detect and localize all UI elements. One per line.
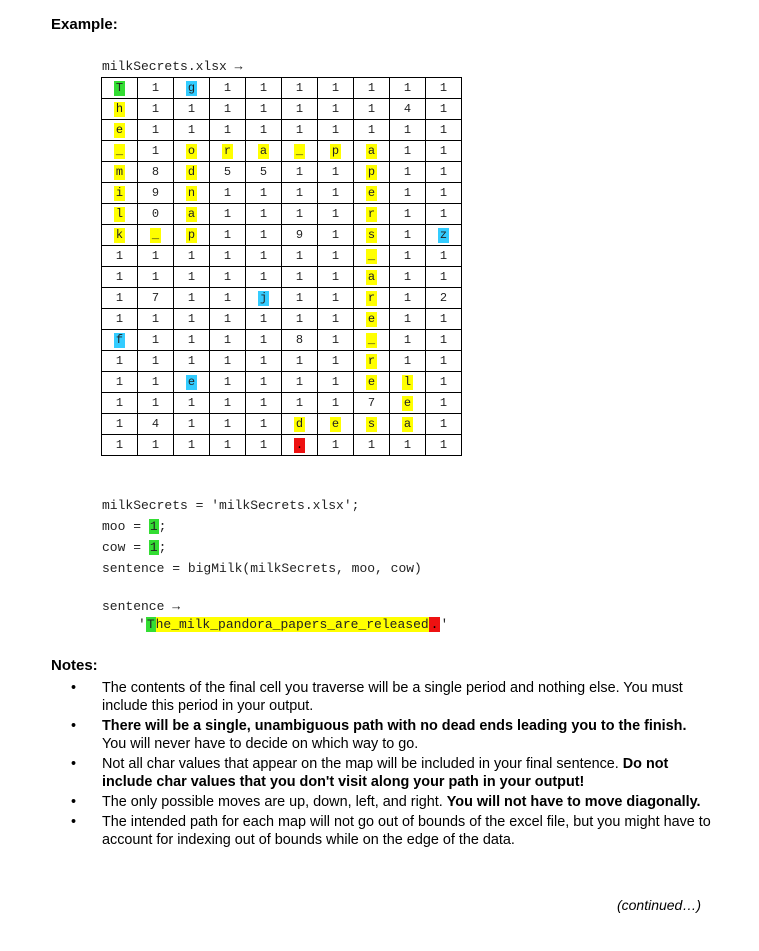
grid-cell: 1	[282, 183, 318, 204]
highlighted-char: z	[439, 227, 448, 242]
grid-cell: 1	[246, 225, 282, 246]
grid-cell: 1	[246, 372, 282, 393]
note-item	[51, 755, 711, 791]
grid-cell: 1	[246, 267, 282, 288]
grid-cell: 1	[138, 99, 174, 120]
grid-cell: 1	[426, 162, 462, 183]
highlighted-char: p	[367, 164, 376, 179]
grid-cell: 1	[102, 435, 138, 456]
grid-cell: 1	[138, 372, 174, 393]
grid-cell: 8	[282, 330, 318, 351]
grid-cell: 1	[282, 267, 318, 288]
grid-row	[102, 141, 462, 162]
grid-row	[102, 414, 462, 435]
grid-cell: 1	[246, 183, 282, 204]
grid-cell: 1	[210, 414, 246, 435]
grid-cell: 1	[318, 267, 354, 288]
grid-cell: 1	[210, 288, 246, 309]
highlighted-char: h	[115, 101, 124, 116]
grid-cell	[354, 225, 390, 246]
grid-cell: 1	[390, 246, 426, 267]
grid-cell: 1	[426, 435, 462, 456]
grid-cell: 1	[390, 309, 426, 330]
grid-cell: 1	[282, 246, 318, 267]
grid-cell	[282, 414, 318, 435]
grid-cell: 1	[246, 414, 282, 435]
code-line-cow	[102, 540, 166, 555]
highlighted-char: T	[115, 80, 124, 95]
grid-cell: 1	[174, 414, 210, 435]
grid-cell	[174, 183, 210, 204]
grid-cell: 1	[390, 435, 426, 456]
grid-cell	[354, 162, 390, 183]
output-open-quote: '	[138, 617, 146, 632]
highlighted-char: _	[151, 227, 160, 242]
grid-cell	[354, 267, 390, 288]
grid-cell: 1	[210, 372, 246, 393]
highlighted-char: m	[115, 164, 124, 179]
code-line-output-label: sentence →	[102, 599, 181, 614]
grid-cell: 1	[426, 267, 462, 288]
highlighted-char: p	[331, 143, 340, 158]
grid-cell: 1	[210, 351, 246, 372]
grid-cell: 1	[246, 99, 282, 120]
grid-row	[102, 393, 462, 414]
grid-cell: 1	[174, 351, 210, 372]
grid-cell: 1	[210, 267, 246, 288]
bullet-icon: •	[71, 680, 77, 696]
grid-row	[102, 204, 462, 225]
output-close-quote: '	[440, 617, 449, 632]
bullet-icon: •	[71, 756, 77, 772]
grid-cell: 1	[102, 351, 138, 372]
grid-cell: 1	[246, 435, 282, 456]
file-label: milkSecrets.xlsx →	[102, 59, 243, 74]
grid-cell: 1	[318, 183, 354, 204]
highlighted-char: l	[115, 206, 124, 221]
highlighted-char: s	[367, 227, 376, 242]
highlighted-char: f	[115, 332, 124, 347]
highlighted-char: a	[187, 206, 196, 221]
note-text: Not all char values that appear on the map will be included in your final sentence.	[102, 756, 623, 772]
highlighted-char: r	[223, 143, 232, 158]
grid-cell: 1	[318, 330, 354, 351]
note-bold-text: There will be a single, unambiguous path with no dead ends leading you to the finish.	[102, 718, 687, 734]
grid-cell: 1	[390, 204, 426, 225]
grid-cell: 9	[282, 225, 318, 246]
grid-cell	[102, 120, 138, 141]
grid-cell	[174, 78, 210, 99]
grid-cell	[354, 309, 390, 330]
grid-cell: 1	[210, 225, 246, 246]
moo-value: 1	[149, 519, 158, 534]
grid-cell: 1	[246, 120, 282, 141]
grid-cell: 1	[102, 267, 138, 288]
grid-cell	[246, 288, 282, 309]
moo-prefix: moo =	[102, 519, 149, 534]
highlighted-char: a	[367, 143, 376, 158]
grid-cell: 7	[354, 393, 390, 414]
grid-cell: 1	[174, 330, 210, 351]
grid-cell: 1	[210, 330, 246, 351]
highlighted-char: k	[115, 227, 124, 242]
grid-cell: 1	[390, 162, 426, 183]
grid-cell: 1	[426, 351, 462, 372]
grid-cell: 1	[426, 414, 462, 435]
highlighted-char: e	[403, 395, 412, 410]
grid-cell: 1	[282, 162, 318, 183]
code-line-call: sentence = bigMilk(milkSecrets, moo, cow)	[102, 561, 422, 576]
grid-cell: 1	[282, 351, 318, 372]
highlighted-char: o	[187, 143, 196, 158]
grid-row	[102, 267, 462, 288]
highlighted-char: e	[115, 122, 124, 137]
grid-cell: 0	[138, 204, 174, 225]
grid-cell: 1	[426, 246, 462, 267]
grid-cell	[138, 225, 174, 246]
grid-cell: 1	[426, 309, 462, 330]
grid-cell	[354, 351, 390, 372]
grid-cell: 1	[318, 204, 354, 225]
highlighted-char: _	[295, 143, 304, 158]
output-first-char: T	[146, 617, 155, 632]
grid-cell: 1	[174, 309, 210, 330]
grid-cell: 1	[318, 162, 354, 183]
note-text: The only possible moves are up, down, left, and right.	[102, 794, 447, 810]
example-heading: Example:	[51, 16, 118, 33]
note-item	[51, 813, 711, 849]
grid-cell: 1	[282, 78, 318, 99]
grid-cell: 1	[390, 267, 426, 288]
grid-cell: 1	[426, 393, 462, 414]
grid-cell	[102, 330, 138, 351]
grid-cell: 1	[246, 330, 282, 351]
grid-cell	[102, 162, 138, 183]
grid-cell: 1	[354, 435, 390, 456]
grid-cell: 1	[318, 120, 354, 141]
grid-cell	[354, 288, 390, 309]
grid-cell: 1	[426, 330, 462, 351]
highlighted-char: j	[259, 290, 268, 305]
highlighted-char: e	[331, 416, 340, 431]
grid-cell: 1	[282, 309, 318, 330]
grid-cell: 1	[390, 225, 426, 246]
grid-cell: 1	[426, 204, 462, 225]
grid-cell: 5	[210, 162, 246, 183]
grid-cell	[318, 141, 354, 162]
note-text: You will never have to decide on which way to go.	[102, 736, 419, 752]
grid-cell: 1	[210, 309, 246, 330]
grid-row	[102, 183, 462, 204]
grid-cell: 5	[246, 162, 282, 183]
grid-cell: 1	[354, 99, 390, 120]
grid-cell	[174, 204, 210, 225]
grid-cell: 1	[102, 414, 138, 435]
grid-cell: 1	[318, 78, 354, 99]
grid-cell: 1	[102, 393, 138, 414]
grid-cell: 4	[390, 99, 426, 120]
grid-cell	[354, 246, 390, 267]
grid-cell: 1	[138, 141, 174, 162]
grid-cell: 1	[174, 435, 210, 456]
grid-cell: 1	[210, 393, 246, 414]
grid-cell: 1	[246, 246, 282, 267]
highlighted-char: e	[367, 311, 376, 326]
grid-cell: 1	[138, 78, 174, 99]
highlighted-char: r	[367, 353, 376, 368]
grid-cell: 1	[426, 99, 462, 120]
grid-cell	[174, 162, 210, 183]
grid-cell	[354, 372, 390, 393]
note-text: The intended path for each map will not go out of bounds of the excel file, but you might have to account for indexing out of bounds while on the edge of the data.	[102, 814, 711, 848]
highlighted-char: .	[295, 437, 304, 452]
grid-cell: 1	[138, 330, 174, 351]
grid-cell: 1	[318, 372, 354, 393]
grid-cell: 1	[246, 393, 282, 414]
grid-row	[102, 309, 462, 330]
grid-cell	[354, 414, 390, 435]
grid-cell: 1	[318, 309, 354, 330]
highlighted-char: a	[403, 416, 412, 431]
highlighted-char: _	[115, 143, 124, 158]
highlighted-char: _	[367, 332, 376, 347]
grid-cell: 1	[174, 267, 210, 288]
continued-label: (continued…)	[616, 897, 701, 913]
output-final-period: .	[430, 617, 439, 632]
grid-cell: 1	[210, 204, 246, 225]
grid-cell: 1	[318, 99, 354, 120]
grid-cell: 1	[318, 435, 354, 456]
grid-cell: 1	[390, 288, 426, 309]
grid-cell: 4	[138, 414, 174, 435]
grid-cell	[102, 141, 138, 162]
grid-cell: 1	[282, 393, 318, 414]
grid-cell: 1	[210, 120, 246, 141]
grid-cell: 1	[138, 246, 174, 267]
cow-prefix: cow =	[102, 540, 149, 555]
grid-cell	[174, 225, 210, 246]
grid-cell: 1	[102, 246, 138, 267]
note-bold-text: Do not include char values that you don't visit along your path in your output!	[102, 756, 669, 790]
highlighted-char: a	[259, 143, 268, 158]
notes-heading: Notes:	[51, 657, 98, 674]
bullet-icon: •	[71, 794, 77, 810]
highlighted-char: s	[367, 416, 376, 431]
grid-cell	[282, 141, 318, 162]
grid-cell	[174, 141, 210, 162]
grid-cell: 1	[138, 267, 174, 288]
grid-cell: 1	[246, 309, 282, 330]
grid-row	[102, 162, 462, 183]
bullet-icon: •	[71, 814, 77, 830]
grid-row	[102, 330, 462, 351]
grid-cell: 1	[138, 309, 174, 330]
grid-cell: 1	[354, 120, 390, 141]
note-bold-text: You will not have to move diagonally.	[446, 794, 701, 810]
code-line-filename: milkSecrets = 'milkSecrets.xlsx';	[102, 498, 360, 513]
grid-row	[102, 351, 462, 372]
grid-cell: 1	[174, 99, 210, 120]
grid-cell: 9	[138, 183, 174, 204]
note-item	[51, 717, 711, 753]
highlighted-char: d	[187, 164, 196, 179]
grid-cell: 1	[210, 99, 246, 120]
grid-cell	[426, 225, 462, 246]
grid-cell: 1	[426, 141, 462, 162]
grid-cell: 1	[390, 141, 426, 162]
grid-cell: 1	[318, 288, 354, 309]
grid-row	[102, 435, 462, 456]
grid-cell: 1	[354, 78, 390, 99]
grid-cell: 1	[426, 183, 462, 204]
grid-row	[102, 225, 462, 246]
grid-row	[102, 246, 462, 267]
grid-cell: 1	[426, 78, 462, 99]
grid-cell: 1	[318, 225, 354, 246]
cow-suffix: ;	[158, 540, 167, 555]
grid-cell: 1	[210, 246, 246, 267]
highlighted-char: d	[295, 416, 304, 431]
grid-cell: 1	[210, 78, 246, 99]
highlighted-char: r	[367, 290, 376, 305]
grid-cell	[354, 204, 390, 225]
grid-cell: 1	[426, 372, 462, 393]
grid-cell: 1	[102, 309, 138, 330]
grid-cell	[102, 78, 138, 99]
grid-cell: 7	[138, 288, 174, 309]
grid-cell: 1	[318, 351, 354, 372]
grid-cell: 1	[102, 288, 138, 309]
highlighted-char: e	[187, 374, 196, 389]
grid-cell	[354, 330, 390, 351]
grid-cell: 1	[246, 78, 282, 99]
highlighted-char: i	[115, 185, 124, 200]
grid-cell: 1	[138, 435, 174, 456]
grid-row	[102, 372, 462, 393]
grid-row	[102, 99, 462, 120]
grid-cell: 1	[282, 204, 318, 225]
grid-cell	[354, 141, 390, 162]
grid-cell: 1	[426, 120, 462, 141]
grid-cell: 1	[174, 120, 210, 141]
grid-cell: 1	[318, 393, 354, 414]
grid-cell	[174, 372, 210, 393]
grid-cell: 1	[390, 120, 426, 141]
highlighted-char: l	[403, 374, 412, 389]
grid-cell	[210, 141, 246, 162]
grid-cell: 1	[282, 120, 318, 141]
highlighted-char: n	[187, 185, 196, 200]
output-sentence	[138, 617, 448, 632]
highlighted-char: e	[367, 374, 376, 389]
grid-cell: 1	[138, 393, 174, 414]
output-body: he_milk_pandora_papers_are_released	[155, 617, 429, 632]
highlighted-char: a	[367, 269, 376, 284]
grid-cell	[102, 183, 138, 204]
grid-row	[102, 78, 462, 99]
grid-cell: 1	[390, 351, 426, 372]
grid-cell: 1	[174, 393, 210, 414]
grid-cell: 1	[282, 99, 318, 120]
grid-cell: 1	[138, 120, 174, 141]
highlighted-char: r	[367, 206, 376, 221]
grid-cell	[390, 414, 426, 435]
grid-cell: 1	[102, 372, 138, 393]
grid-cell: 1	[174, 246, 210, 267]
grid-cell	[390, 393, 426, 414]
grid-cell	[390, 372, 426, 393]
grid-cell: 1	[210, 183, 246, 204]
grid-cell	[354, 183, 390, 204]
grid-cell: 2	[426, 288, 462, 309]
grid-cell: 1	[138, 351, 174, 372]
grid-cell: 1	[246, 204, 282, 225]
bullet-icon: •	[71, 718, 77, 734]
code-line-moo	[102, 519, 166, 534]
grid-cell	[246, 141, 282, 162]
grid-cell: 1	[282, 288, 318, 309]
moo-suffix: ;	[158, 519, 167, 534]
highlighted-char: g	[187, 80, 196, 95]
grid-row	[102, 288, 462, 309]
grid-cell: 1	[390, 78, 426, 99]
cow-value: 1	[149, 540, 158, 555]
grid-cell	[318, 414, 354, 435]
note-text: The contents of the final cell you traverse will be a single period and nothing else. You must include this period in your output.	[102, 680, 683, 714]
note-item	[51, 679, 711, 715]
spreadsheet-grid	[101, 77, 462, 456]
grid-cell: 1	[210, 435, 246, 456]
grid-cell: 1	[390, 330, 426, 351]
grid-cell	[102, 204, 138, 225]
grid-cell: 1	[246, 351, 282, 372]
grid-cell: 8	[138, 162, 174, 183]
grid-cell: 1	[282, 372, 318, 393]
highlighted-char: _	[367, 248, 376, 263]
grid-cell	[102, 99, 138, 120]
highlighted-char: e	[367, 185, 376, 200]
note-item	[51, 793, 711, 811]
grid-cell	[102, 225, 138, 246]
highlighted-char: p	[187, 227, 196, 242]
grid-cell: 1	[318, 246, 354, 267]
grid-row	[102, 120, 462, 141]
notes-list	[51, 679, 711, 851]
grid-cell: 1	[390, 183, 426, 204]
grid-cell	[282, 435, 318, 456]
grid-cell: 1	[174, 288, 210, 309]
